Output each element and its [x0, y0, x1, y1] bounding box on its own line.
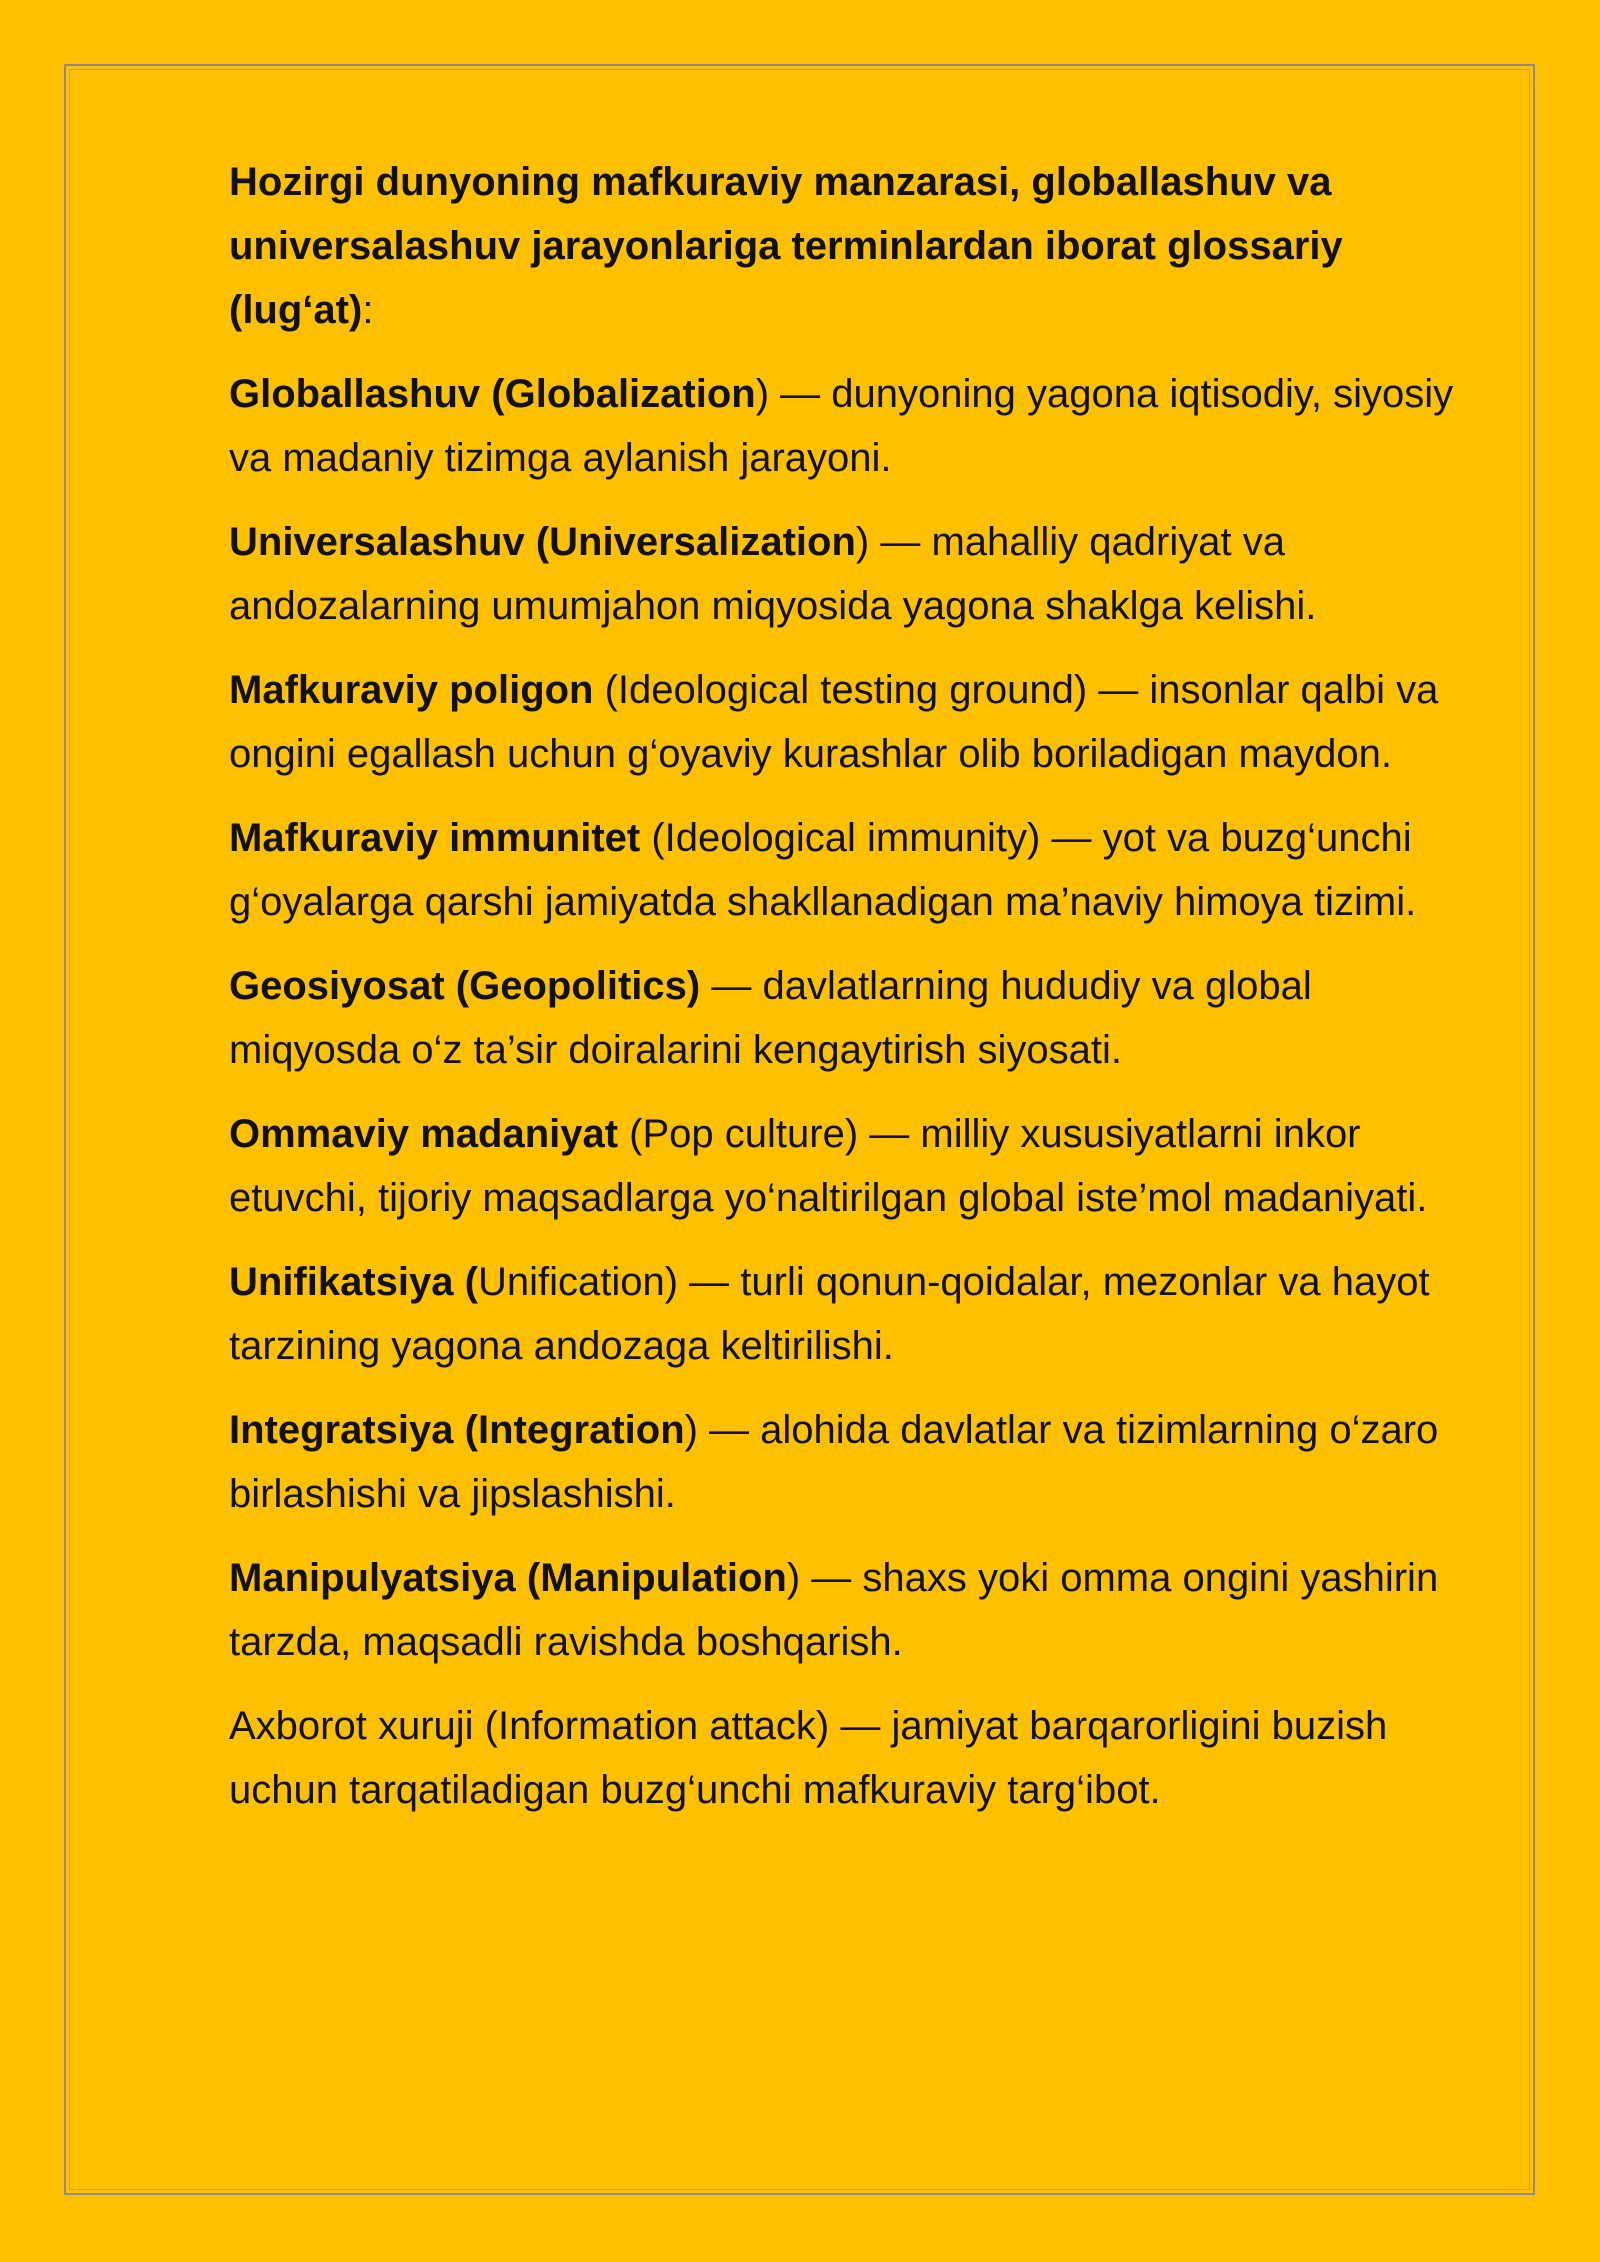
- glossary-definition: — davlatlarning hududiy va global miqyosda o‘z ta’sir doiralarini kengaytirish siyosati.: [229, 964, 1312, 1072]
- glossary-term: Manipulyatsiya (Manipulation: [229, 1556, 787, 1600]
- glossary-term: Mafkuraviy poligon: [229, 668, 594, 712]
- glossary-heading-colon: :: [362, 288, 374, 332]
- glossary-definition: Unification) — turli qonun-qoidalar, mezonlar va hayot tarzining yagona andozaga keltirilishi.: [229, 1260, 1430, 1368]
- glossary-entry-universalization: [229, 510, 1489, 638]
- glossary-heading: [229, 150, 1489, 342]
- document-body: [229, 150, 1489, 1842]
- glossary-definition: (Pop culture) — milliy xususiyatlarni inkor etuvchi, tijoriy maqsadlarga yo‘naltirilgan global iste’mol madaniyati.: [229, 1112, 1428, 1220]
- glossary-definition: ) — mahalliy qadriyat va andozalarning umumjahon miqyosida yagona shaklga kelishi.: [229, 520, 1317, 628]
- glossary-term: Integratsiya (Integration: [229, 1408, 685, 1452]
- glossary-entry-geopolitics: [229, 954, 1489, 1082]
- glossary-term: Ommaviy madaniyat: [229, 1112, 619, 1156]
- glossary-entry-ideological-testing-ground: [229, 658, 1489, 786]
- glossary-term: Geosiyosat (Geopolitics): [229, 964, 701, 1008]
- glossary-term: Unifikatsiya (: [229, 1260, 478, 1304]
- glossary-entry-ideological-immunity: [229, 806, 1489, 934]
- glossary-entry-information-attack: [229, 1694, 1489, 1822]
- glossary-entry-globalization: [229, 362, 1489, 490]
- glossary-entry-integration: [229, 1398, 1489, 1526]
- glossary-definition: ) — shaxs yoki omma ongini yashirin tarzda, maqsadli ravishda boshqarish.: [229, 1556, 1439, 1664]
- glossary-definition: Axborot xuruji (Information attack) — jamiyat barqarorligini buzish uchun tarqatiladigan buzg‘unchi mafkuraviy targ‘ibot.: [229, 1704, 1388, 1812]
- glossary-entry-unification: [229, 1250, 1489, 1378]
- glossary-definition: ) — alohida davlatlar va tizimlarning o‘zaro birlashishi va jipslashishi.: [229, 1408, 1439, 1516]
- glossary-definition: ) — dunyoning yagona iqtisodiy, siyosiy va madaniy tizimga aylanish jarayoni.: [229, 372, 1454, 480]
- glossary-term: Globallashuv (Globalization: [229, 372, 756, 416]
- glossary-entry-pop-culture: [229, 1102, 1489, 1230]
- glossary-term: Universalashuv (Universalization: [229, 520, 856, 564]
- glossary-definition: (Ideological immunity) — yot va buzg‘unchi g‘oyalarga qarshi jamiyatda shakllanadigan ma’naviy himoya tizimi.: [229, 816, 1417, 924]
- glossary-term: Mafkuraviy immunitet: [229, 816, 641, 860]
- glossary-heading-text: Hozirgi dunyoning mafkuraviy manzarasi, globallashuv va universalashuv jarayonlariga terminlardan iborat glossariy (lug‘at): [229, 160, 1343, 332]
- glossary-entry-manipulation: [229, 1546, 1489, 1674]
- glossary-definition: (Ideological testing ground) — insonlar qalbi va ongini egallash uchun g‘oyaviy kurashlar olib boriladigan maydon.: [229, 668, 1439, 776]
